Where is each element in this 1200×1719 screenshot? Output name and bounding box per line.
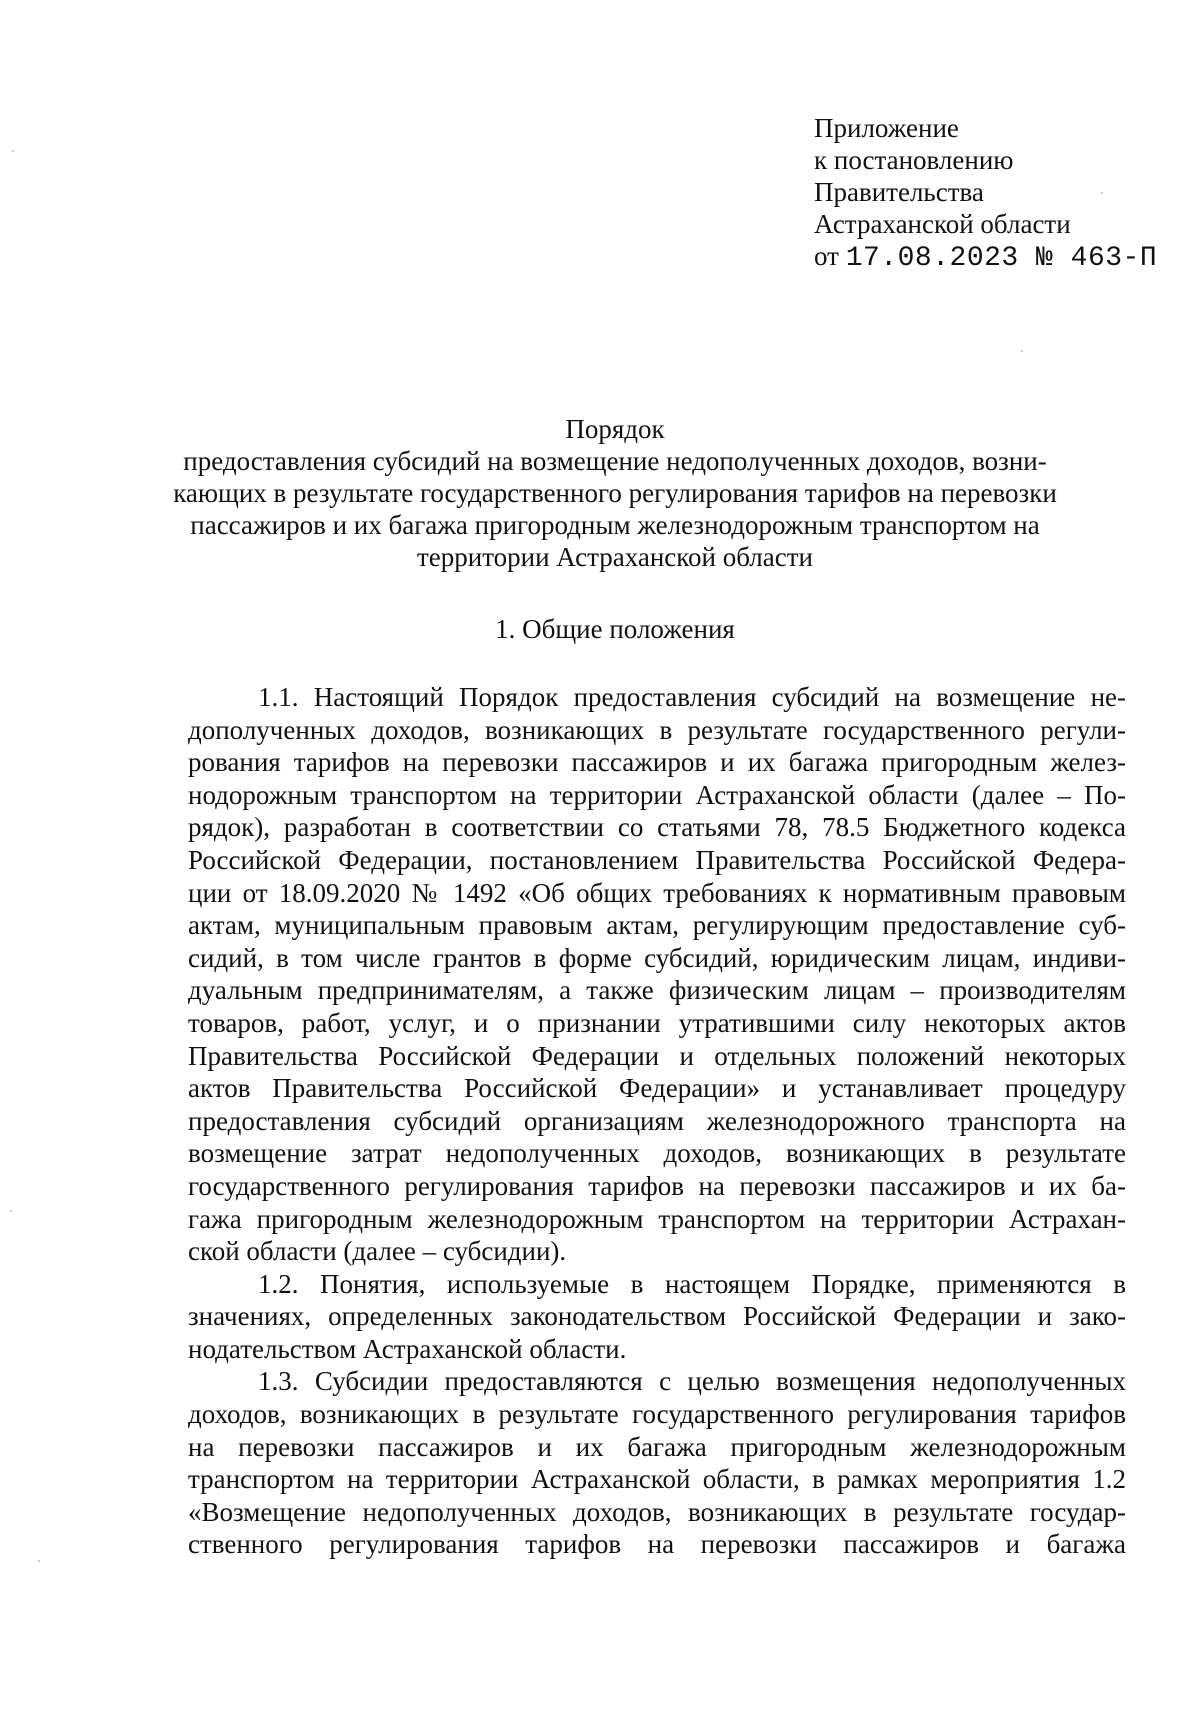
paragraph-line: актов Правительства Российской Федерации» и устанавливает процедуру [188, 1073, 1126, 1104]
paragraph-line: на перевозки пассажиров и их багажа пригородным железнодорожным [188, 1431, 1126, 1462]
appendix-line: к постановлению [814, 145, 1014, 175]
paragraph-line: дополученных доходов, возникающих в результате государственного регули- [188, 714, 1126, 745]
section-heading: 1. Общие положения [495, 614, 735, 644]
paragraph-line: гажа пригородным железнодорожным транспортом на территории Астрахан- [188, 1203, 1126, 1234]
paragraph-line: значениях, определенных законодательством Российской Федерации и зако- [188, 1301, 1126, 1332]
paragraph-line: Российской Федерации, постановлением Правительства Российской Федера- [188, 844, 1126, 875]
scan-speck [12, 150, 14, 152]
scan-speck [38, 1560, 40, 1562]
appendix-header [814, 112, 1157, 275]
paragraph-line: 1.2. Понятия, используемые в настоящем Порядке, применяются в [258, 1268, 1126, 1299]
paragraph-line: «Возмещение недополученных доходов, возникающих в результате государ- [188, 1496, 1126, 1527]
paragraph-line: ственного регулирования тарифов на перевозки пассажиров и багажа [188, 1529, 1126, 1560]
paragraph-line: 1.3. Субсидии предоставляются с целью возмещения недополученных [258, 1366, 1126, 1397]
paragraph-line: ской области (далее – субсидии). [188, 1236, 567, 1267]
title-line: Порядок [565, 414, 665, 444]
appendix-line: Приложение [814, 113, 959, 143]
scan-speck [1021, 350, 1023, 352]
appendix-date-prefix: от [814, 241, 839, 271]
appendix-line: Астраханской области [814, 209, 1071, 239]
title-line: территории Астраханской области [416, 542, 813, 572]
appendix-line: Правительства [814, 177, 984, 207]
paragraph-line: нодательством Астраханской области. [188, 1333, 627, 1364]
paragraph-line: сидий, в том числе грантов в форме субсидий, юридическим лицам, индиви- [188, 942, 1126, 973]
body-text [188, 681, 1126, 1561]
paragraph-line: транспортом на территории Астраханской области, в рамках мероприятия 1.2 [188, 1464, 1126, 1495]
paragraph-line: дуальным предпринимателям, а также физическим лицам – производителям [188, 975, 1126, 1006]
appendix-date-number: 17.08.2023 № 463-П [845, 243, 1158, 274]
paragraph-line: предоставления субсидий организациям железнодорожного транспорта на [188, 1105, 1126, 1136]
paragraph-line: ции от 18.09.2020 № 1492 «Об общих требованиях к нормативным правовым [188, 877, 1126, 908]
paragraph-line: рования тарифов на перевозки пассажиров и их багажа пригородным желез- [188, 747, 1126, 778]
scan-speck [10, 1210, 12, 1212]
title-line: кающих в результате государственного регулирования тарифов на перевозки [173, 478, 1057, 508]
title-line: предоставления субсидий на возмещение недополученных доходов, возни- [183, 446, 1047, 476]
document-title [170, 413, 1060, 573]
paragraph-line: рядок), разработан в соответствии со статьями 78, 78.5 Бюджетного кодекса [188, 812, 1126, 843]
paragraph-line: Правительства Российской Федерации и отдельных положений некоторых [188, 1040, 1126, 1071]
paragraph-line: 1.1. Настоящий Порядок предоставления субсидий на возмещение не- [258, 682, 1126, 712]
paragraph-line: государственного регулирования тарифов на перевозки пассажиров и их ба- [188, 1170, 1126, 1201]
title-line: пассажиров и их багажа пригородным железнодорожным транспортом на [190, 510, 1040, 540]
appendix-date-line [814, 240, 1157, 275]
paragraph-line: товаров, работ, услуг, и о признании утратившими силу некоторых актов [188, 1007, 1126, 1038]
paragraph-line: нодорожным транспортом на территории Астраханской области (далее – По- [188, 779, 1126, 810]
scan-speck [1101, 192, 1103, 194]
paragraph-line: актам, муниципальным правовым актам, регулирующим предоставление суб- [188, 910, 1126, 941]
paragraph-line: доходов, возникающих в результате государственного регулирования тарифов [188, 1399, 1126, 1430]
paragraph-line: возмещение затрат недополученных доходов, возникающих в результате [188, 1138, 1126, 1169]
